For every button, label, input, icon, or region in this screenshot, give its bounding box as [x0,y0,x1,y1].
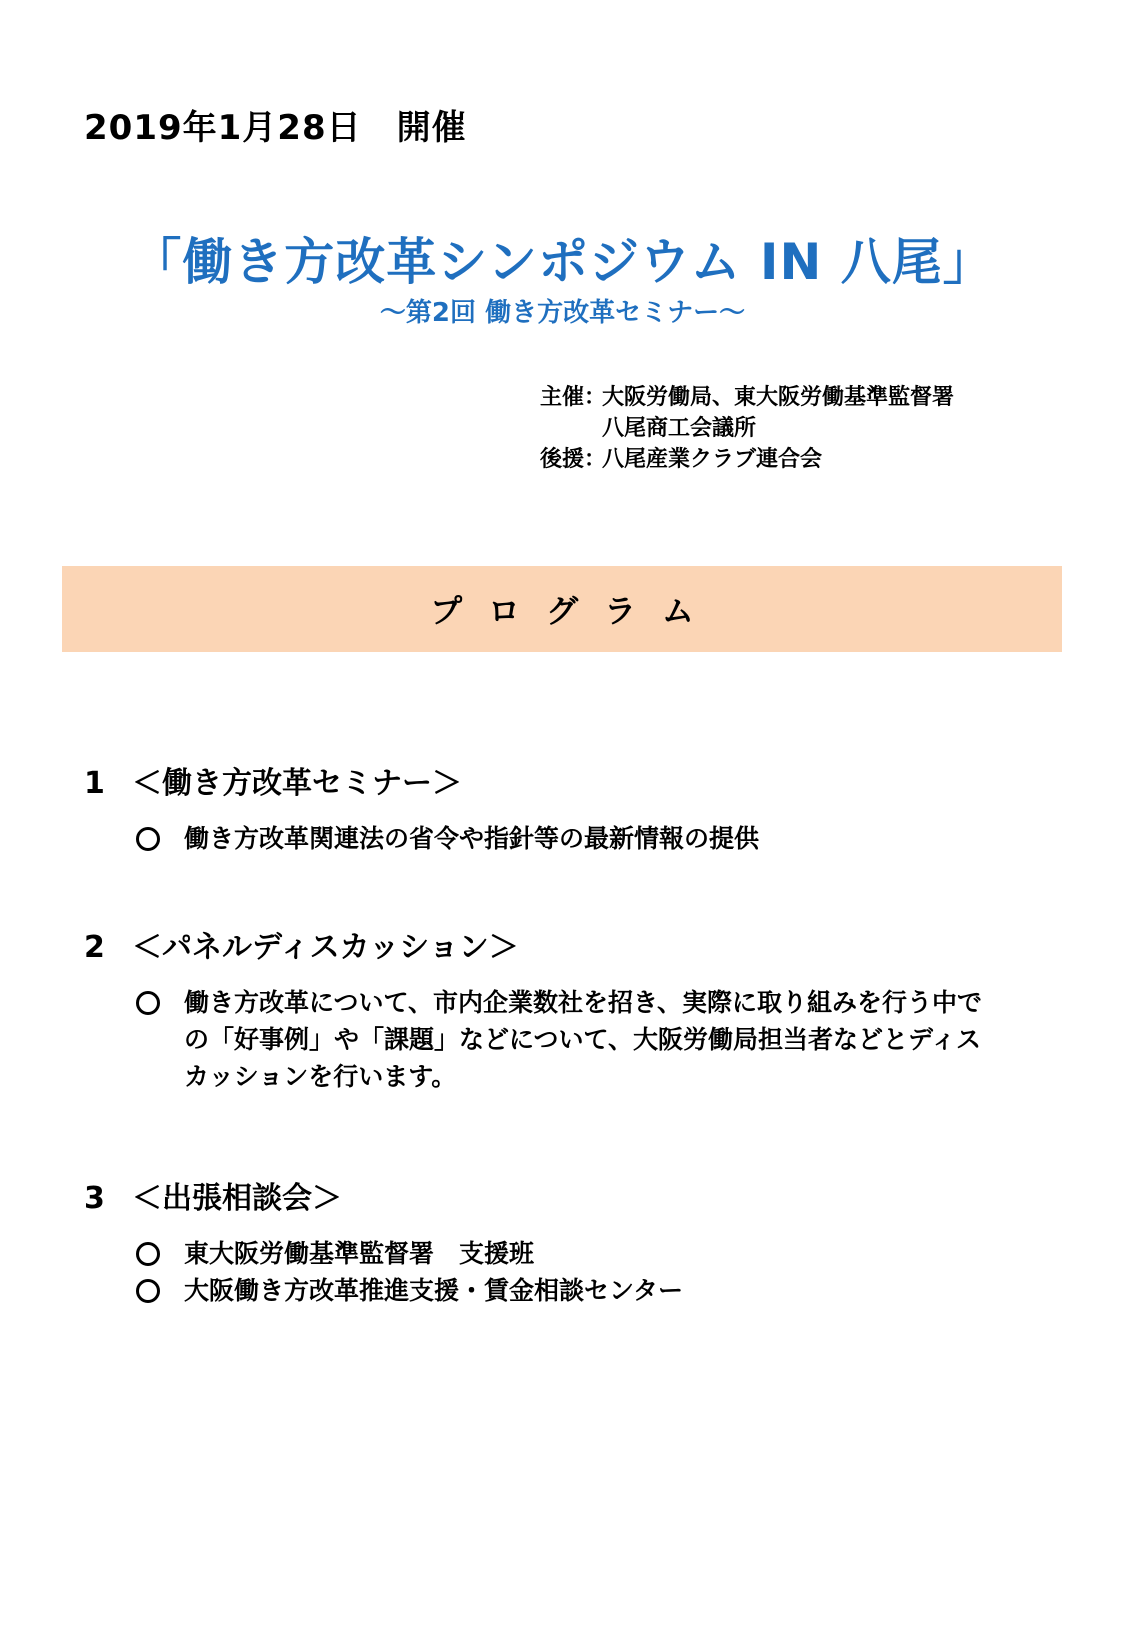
section-panel-discussion [84,922,1084,1095]
host-line-1: 大阪労働局、東大阪労働基準監督署 [602,385,955,410]
host-label: 主催： [540,385,607,410]
organizers-block [540,382,954,475]
section-items [84,820,1084,857]
list-item-text: 大阪働き方改革推進支援・賃金相談センター [184,1276,684,1305]
section-title [84,758,1084,802]
circle-bullet-icon [136,1242,160,1266]
list-item [136,1272,1084,1309]
section-seminar [84,758,1084,857]
page-subtitle: 〜第2回 働き方改革セミナー〜 [379,298,746,328]
section-heading: ＜働き方改革セミナー＞ [132,766,462,801]
section-number: 1 [84,766,105,801]
page-title: 「働き方改革シンポジウム IN 八尾」 [131,233,994,291]
section-items [84,984,1084,1095]
section-title [84,922,1084,966]
host-row-2 [540,413,954,444]
list-item [136,820,1084,857]
host-row [540,382,954,413]
host-label-spacer [540,413,602,444]
support-text: 八尾産業クラブ連合会 [602,447,823,472]
section-heading: ＜パネルディスカッション＞ [132,930,519,965]
list-item [136,984,1084,1095]
support-label: 後援： [540,447,607,472]
section-number: 3 [84,1181,105,1216]
list-item [136,1235,1084,1272]
program-banner-label: プログラム [430,592,720,630]
list-item-text: 東大阪労働基準監督署 支援班 [184,1239,535,1268]
section-heading: ＜出張相談会＞ [132,1181,342,1216]
circle-bullet-icon [136,827,160,851]
support-row [540,444,954,475]
event-date: 2019年1月28日 開催 [84,108,467,148]
list-item-text: 働き方改革について、市内企業数社を招き、実際に取り組みを行う中での「好事例」や「課題」などについて、大阪労働局担当者などとディスカッションを行います。 [184,988,983,1091]
section-title [84,1173,1084,1217]
section-items [84,1235,1084,1309]
program-banner [62,566,1062,652]
host-line-2: 八尾商工会議所 [602,416,757,441]
section-number: 2 [84,930,105,965]
circle-bullet-icon [136,1279,160,1303]
section-consultation [84,1173,1084,1309]
circle-bullet-icon [136,991,160,1015]
list-item-text: 働き方改革関連法の省令や指針等の最新情報の提供 [184,824,760,853]
